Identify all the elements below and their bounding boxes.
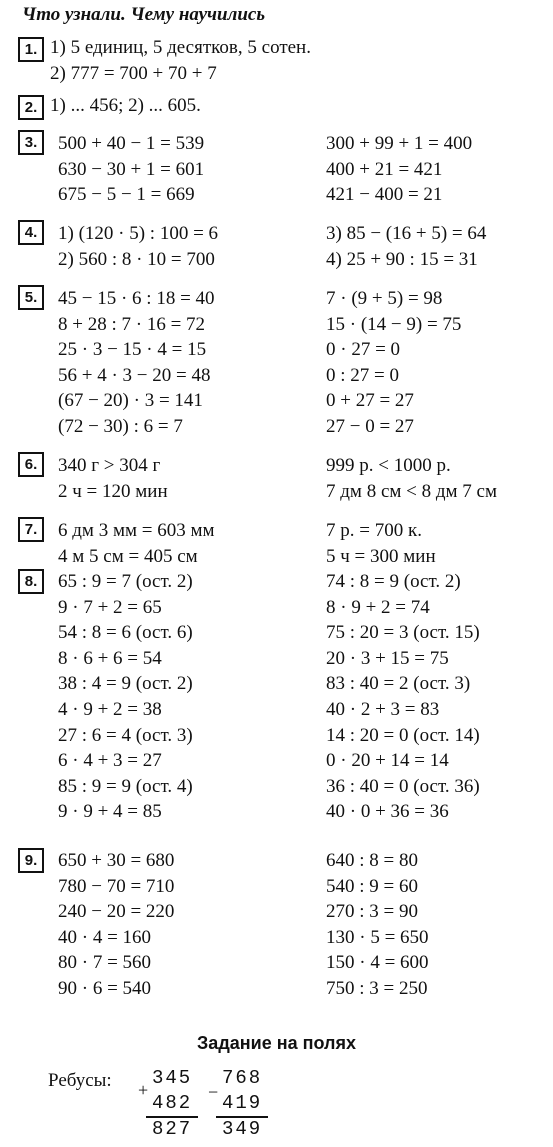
task3-right-column: [326, 131, 472, 208]
task-number-9: 9.: [18, 848, 44, 873]
task8-left-line: 4 · 9 + 2 = 38: [58, 698, 162, 720]
task5-right-line: 7 · (9 + 5) = 98: [326, 288, 443, 309]
rebus1-middle-number: 482: [152, 1092, 193, 1114]
minus-sign-icon: −: [208, 1082, 219, 1102]
task6-right-line: 999 р. < 1000 р.: [326, 455, 451, 476]
task8-right-line: 83 : 40 = 2 (ост. 3): [326, 673, 471, 695]
task5-right-line: 0 : 27 = 0: [326, 364, 399, 386]
task8-right-line: 74 : 8 = 9 (ост. 2): [326, 571, 461, 592]
task9-right-column: [326, 848, 429, 1002]
task8-left-line: 54 : 8 = 6 (ост. 6): [58, 622, 193, 644]
task4-left-column: [58, 221, 218, 272]
page-title: Что узнали. Чему научились: [22, 4, 266, 25]
task8-left-line: 27 : 6 = 4 (ост. 3): [58, 724, 193, 746]
task-number-7: 7.: [18, 517, 44, 542]
task3-left-line: 675 − 5 − 1 = 669: [58, 184, 195, 206]
rebus1-top-number: 345: [152, 1067, 193, 1089]
task8-right-line: 20 · 3 + 15 = 75: [326, 647, 449, 669]
task8-right-line: 75 : 20 = 3 (ост. 15): [326, 622, 480, 644]
rebus2-result-number: 349: [222, 1118, 263, 1140]
task9-left-line: 80 · 7 = 560: [58, 952, 152, 974]
task1-line-1: 1) 5 единиц, 5 десятков, 5 сотен.: [50, 37, 311, 58]
task8-left-line: 8 · 6 + 6 = 54: [58, 647, 162, 669]
task8-left-line: 9 · 7 + 2 = 65: [58, 596, 162, 618]
task9-left-line: 240 − 20 = 220: [58, 901, 175, 923]
rebus-label: Ребусы:: [48, 1070, 112, 1091]
task4-left-line: 1) (120 · 5) : 100 = 6: [58, 223, 219, 244]
task3-left-column: [58, 131, 204, 208]
task9-left-line: 40 · 4 = 160: [58, 926, 152, 948]
rebus2-top-number: 768: [222, 1067, 263, 1089]
task8-left-line: 65 : 9 = 7 (ост. 2): [58, 571, 193, 592]
task5-left-line: 8 + 28 : 7 · 16 = 72: [58, 313, 206, 335]
task7-left-line: 4 м 5 см = 405 см: [58, 545, 198, 567]
task9-right-line: 540 : 9 = 60: [326, 875, 418, 897]
task8-right-line: 8 · 9 + 2 = 74: [326, 596, 430, 618]
task3-left-line: 630 − 30 + 1 = 601: [58, 158, 205, 180]
task9-left-line: 650 + 30 = 680: [58, 850, 175, 871]
task8-left-line: 85 : 9 = 9 (ост. 4): [58, 775, 193, 797]
task7-right-line: 5 ч = 300 мин: [326, 545, 436, 567]
task5-left-line: (72 − 30) : 6 = 7: [58, 415, 183, 437]
task-number-1: 1.: [18, 37, 44, 62]
task4-right-line: 3) 85 − (16 + 5) = 64: [326, 223, 487, 244]
task6-left-line: 2 ч = 120 мин: [58, 480, 168, 502]
task8-right-column: [326, 569, 480, 825]
task9-right-line: 130 · 5 = 650: [326, 926, 429, 948]
task8-right-line: 14 : 20 = 0 (ост. 14): [326, 724, 480, 746]
task9-right-line: 270 : 3 = 90: [326, 901, 418, 923]
rebus2-middle-number: 419: [222, 1092, 263, 1114]
task8-right-line: 40 · 0 + 36 = 36: [326, 801, 449, 823]
task6-right-line: 7 дм 8 см < 8 дм 7 см: [326, 480, 498, 502]
task2-line: 1) ... 456; 2) ... 605.: [50, 95, 201, 116]
task8-left-line: 38 : 4 = 9 (ост. 2): [58, 673, 193, 695]
task5-left-line: (67 − 20) · 3 = 141: [58, 390, 203, 412]
task5-left-line: 56 + 4 · 3 − 20 = 48: [58, 364, 211, 386]
task8-left-line: 6 · 4 + 3 = 27: [58, 750, 162, 772]
rebus1-result-number: 827: [152, 1118, 193, 1140]
task9-right-line: 750 : 3 = 250: [326, 977, 428, 999]
task5-right-column: [326, 286, 461, 440]
task-number-2: 2.: [18, 95, 44, 120]
task6-left-line: 340 г > 304 г: [58, 455, 161, 476]
task4-right-column: [326, 221, 486, 272]
task5-right-line: 15 · (14 − 9) = 75: [326, 313, 462, 335]
task3-left-line: 500 + 40 − 1 = 539: [58, 133, 205, 154]
task3-right-line: 421 − 400 = 21: [326, 184, 443, 206]
task8-right-line: 0 · 20 + 14 = 14: [326, 750, 449, 772]
task5-right-line: 0 · 27 = 0: [326, 339, 401, 361]
task5-left-line: 45 − 15 · 6 : 18 = 40: [58, 288, 215, 309]
task4-right-line: 4) 25 + 90 : 15 = 31: [326, 248, 478, 270]
task9-left-line: 90 · 6 = 540: [58, 977, 152, 999]
task9-right-line: 640 : 8 = 80: [326, 850, 418, 871]
task5-right-line: 27 − 0 = 27: [326, 415, 414, 437]
task5-left-column: [58, 286, 215, 440]
task7-left-column: [58, 518, 215, 569]
task-number-3: 3.: [18, 130, 44, 155]
task9-left-line: 780 − 70 = 710: [58, 875, 175, 897]
task3-right-line: 400 + 21 = 421: [326, 158, 443, 180]
task7-right-column: [326, 518, 436, 569]
task6-left-column: [58, 453, 168, 504]
task6-right-column: [326, 453, 497, 504]
task8-left-line: 9 · 9 + 4 = 85: [58, 801, 162, 823]
task7-left-line: 6 дм 3 мм = 603 мм: [58, 520, 215, 541]
task-number-5: 5.: [18, 285, 44, 310]
task8-left-column: [58, 569, 193, 825]
task-number-4: 4.: [18, 220, 44, 245]
task5-right-line: 0 + 27 = 27: [326, 390, 414, 412]
task1-line-2: 2) 777 = 700 + 70 + 7: [50, 63, 217, 84]
plus-sign-icon: +: [138, 1080, 149, 1100]
task7-right-line: 7 р. = 700 к.: [326, 520, 422, 541]
task9-left-column: [58, 848, 174, 1002]
task-number-6: 6.: [18, 452, 44, 477]
task8-right-line: 36 : 40 = 0 (ост. 36): [326, 775, 480, 797]
task5-left-line: 25 · 3 − 15 · 4 = 15: [58, 339, 207, 361]
task-number-8: 8.: [18, 569, 44, 594]
task3-right-line: 300 + 99 + 1 = 400: [326, 133, 473, 154]
task9-right-line: 150 · 4 = 600: [326, 952, 429, 974]
task4-left-line: 2) 560 : 8 · 10 = 700: [58, 248, 215, 270]
task8-right-line: 40 · 2 + 3 = 83: [326, 698, 440, 720]
section-subtitle: Задание на полях: [197, 1033, 356, 1053]
